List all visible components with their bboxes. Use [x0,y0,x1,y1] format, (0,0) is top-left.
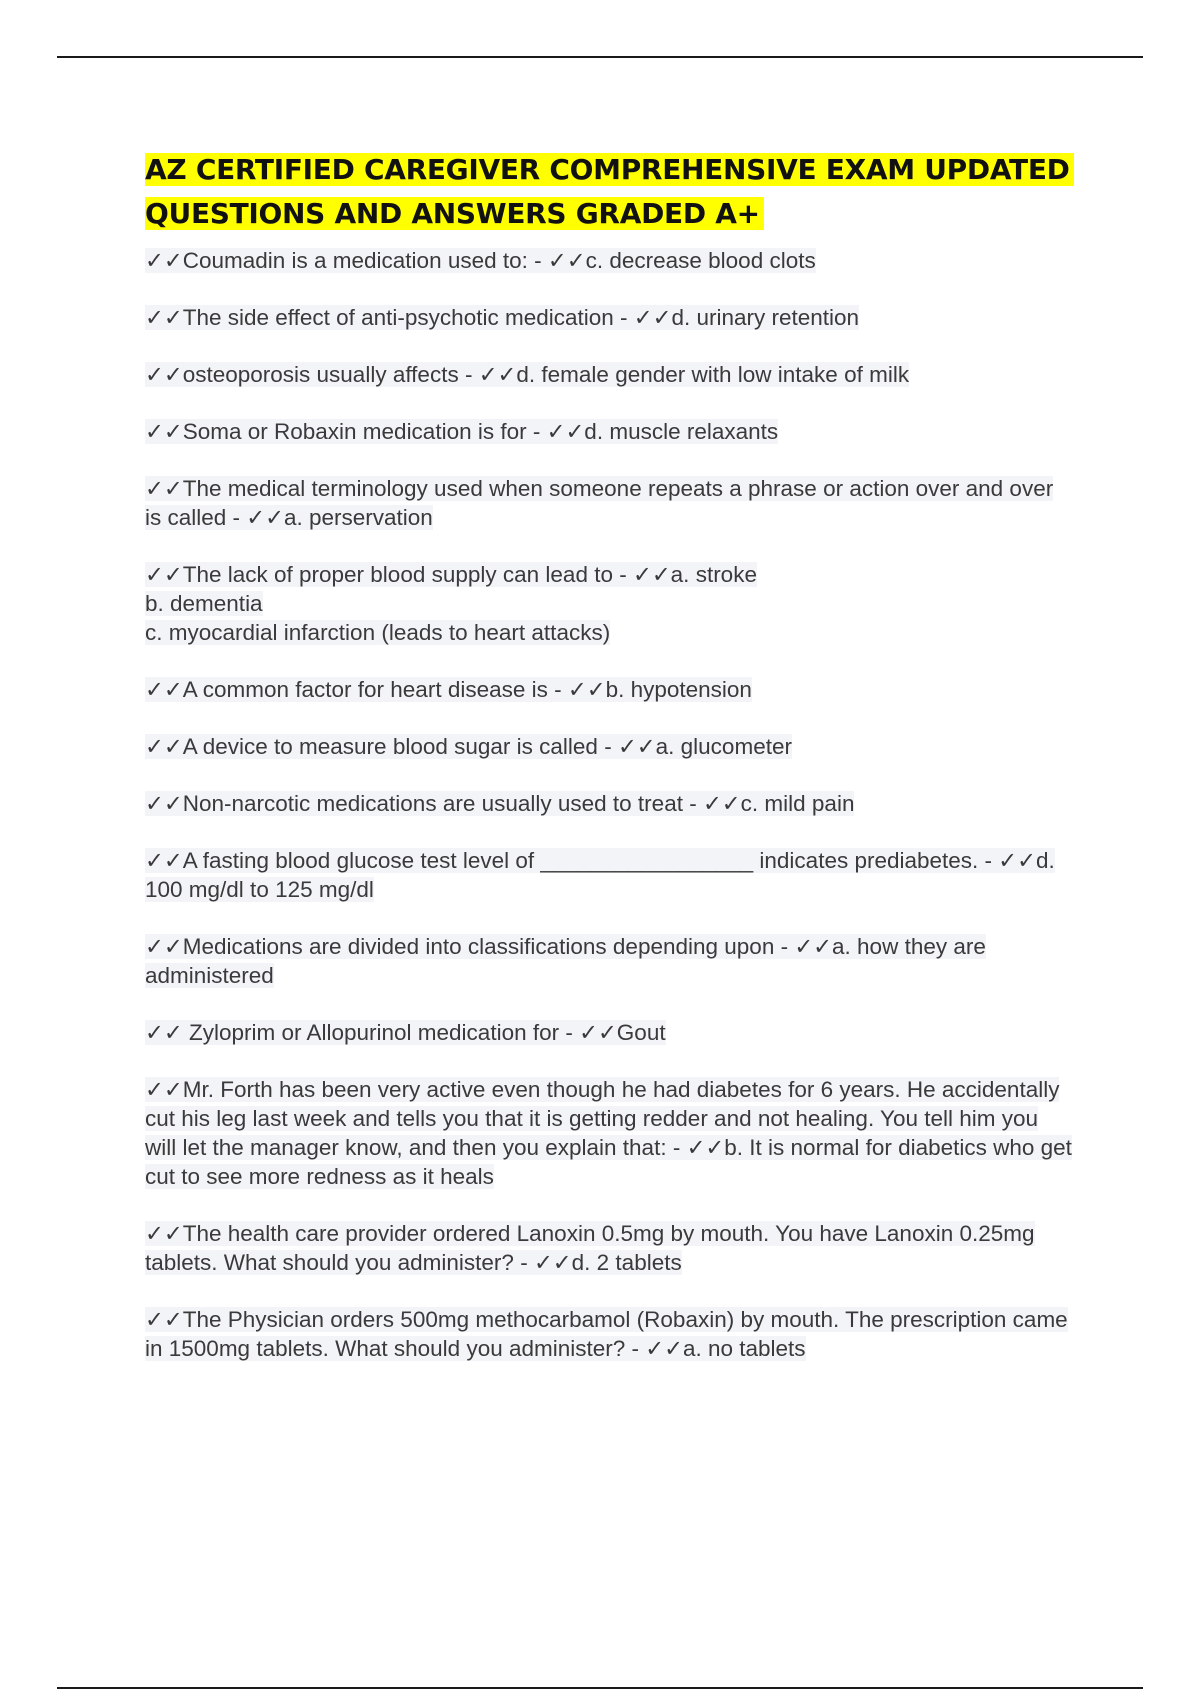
qa-item: ✓✓The Physician orders 500mg methocarbamol (Robaxin) by mouth. The prescription came in 1500mg tablets. What should you administer? - ✓✓a. no tablets [145,1307,1068,1361]
qa-item: ✓✓A common factor for heart disease is - ✓✓b. hypotension [145,677,752,702]
qa-option: c. myocardial infarction (leads to heart attacks) [145,620,611,645]
document-title: AZ CERTIFIED CAREGIVER COMPREHENSIVE EXAM UPDATED QUESTIONS AND ANSWERS GRADED A+ [145,148,1075,236]
qa-item: ✓✓The medical terminology used when someone repeats a phrase or action over and over is called - ✓✓a. perservation [145,476,1054,530]
top-rule [57,56,1143,58]
qa-item: ✓✓osteoporosis usually affects - ✓✓d. female gender with low intake of milk [145,362,910,387]
qa-option: b. dementia [145,591,263,616]
qa-item: ✓✓The lack of proper blood supply can lead to - ✓✓a. stroke b. dementia c. myocardial infarction (leads to heart attacks) [145,562,757,645]
document-body [145,148,1075,1391]
qa-item: ✓✓Medications are divided into classifications depending upon - ✓✓a. how they are administered [145,934,986,988]
qa-item: ✓✓The health care provider ordered Lanoxin 0.5mg by mouth. You have Lanoxin 0.25mg tablets. What should you administer? - ✓✓d. 2 tablets [145,1221,1035,1275]
qa-item: ✓✓ Zyloprim or Allopurinol medication for - ✓✓Gout [145,1020,666,1045]
qa-item: ✓✓Soma or Robaxin medication is for - ✓✓d. muscle relaxants [145,419,779,444]
qa-item: ✓✓The side effect of anti-psychotic medication - ✓✓d. urinary retention [145,305,860,330]
qa-item: ✓✓Mr. Forth has been very active even though he had diabetes for 6 years. He accidentally cut his leg last week and tells you that it is getting redder and not healing. You tell him you will let the manager know, and then you explain that: - ✓✓b. It is normal for diabetics who get cut to see more redness as it heals [145,1077,1072,1189]
qa-item: ✓✓A fasting blood glucose test level of _________________ indicates prediabetes. - ✓✓d. 100 mg/dl to 125 mg/dl [145,848,1055,902]
qa-item: ✓✓A device to measure blood sugar is called - ✓✓a. glucometer [145,734,792,759]
qa-item: ✓✓Non-narcotic medications are usually used to treat - ✓✓c. mild pain [145,791,855,816]
bottom-rule [57,1687,1143,1689]
qa-item: ✓✓Coumadin is a medication used to: - ✓✓c. decrease blood clots [145,248,816,273]
